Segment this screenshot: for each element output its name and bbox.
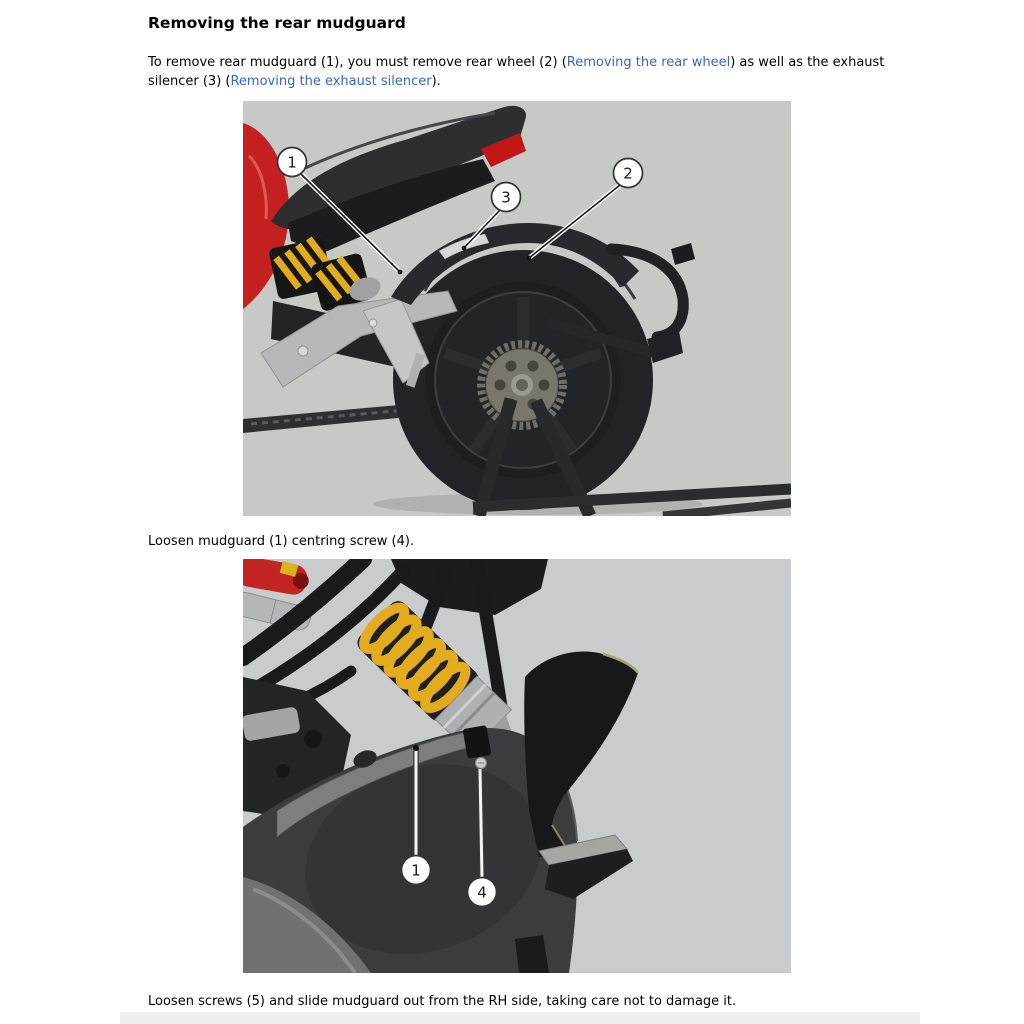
centring-screw-photo-illustration xyxy=(243,559,791,973)
centring-screw xyxy=(476,758,487,769)
callout-1-mudguard xyxy=(402,856,431,885)
figure-centring-screw-photo xyxy=(243,559,791,973)
link-removing-exhaust-silencer[interactable]: Removing the exhaust silencer xyxy=(230,74,432,89)
link-removing-rear-wheel[interactable]: Removing the rear wheel xyxy=(566,55,731,70)
intro-text-3: ). xyxy=(431,74,441,89)
callout-1-mudguard xyxy=(278,148,307,177)
screw-bracket xyxy=(463,725,492,759)
intro-text-1: To remove rear mudguard (1), you must remove rear wheel (2) ( xyxy=(148,55,567,70)
next-image-top-edge xyxy=(120,1012,920,1024)
step-loosen-screws: Loosen screws (5) and slide mudguard out from the RH side, taking care not to damage it. xyxy=(148,994,737,1009)
callout-3-silencer-mount xyxy=(492,183,521,212)
page-title: Removing the rear mudguard xyxy=(148,14,406,32)
figure-rear-wheel-photo xyxy=(243,101,791,516)
svg-text:2: 2 xyxy=(623,164,633,183)
callout-2-rear-wheel xyxy=(614,159,643,188)
intro-paragraph xyxy=(148,53,896,91)
intro-text-2: ) as well as the exhaust silencer (3) ( xyxy=(148,55,885,89)
step-centring-screw: Loosen mudguard (1) centring screw (4). xyxy=(148,534,415,549)
callout-4-centring-screw xyxy=(468,878,497,907)
svg-text:1: 1 xyxy=(287,153,297,172)
rear-wheel-photo-illustration xyxy=(243,101,791,516)
svg-text:3: 3 xyxy=(501,188,511,207)
svg-text:4: 4 xyxy=(477,883,487,902)
svg-text:1: 1 xyxy=(411,861,421,880)
